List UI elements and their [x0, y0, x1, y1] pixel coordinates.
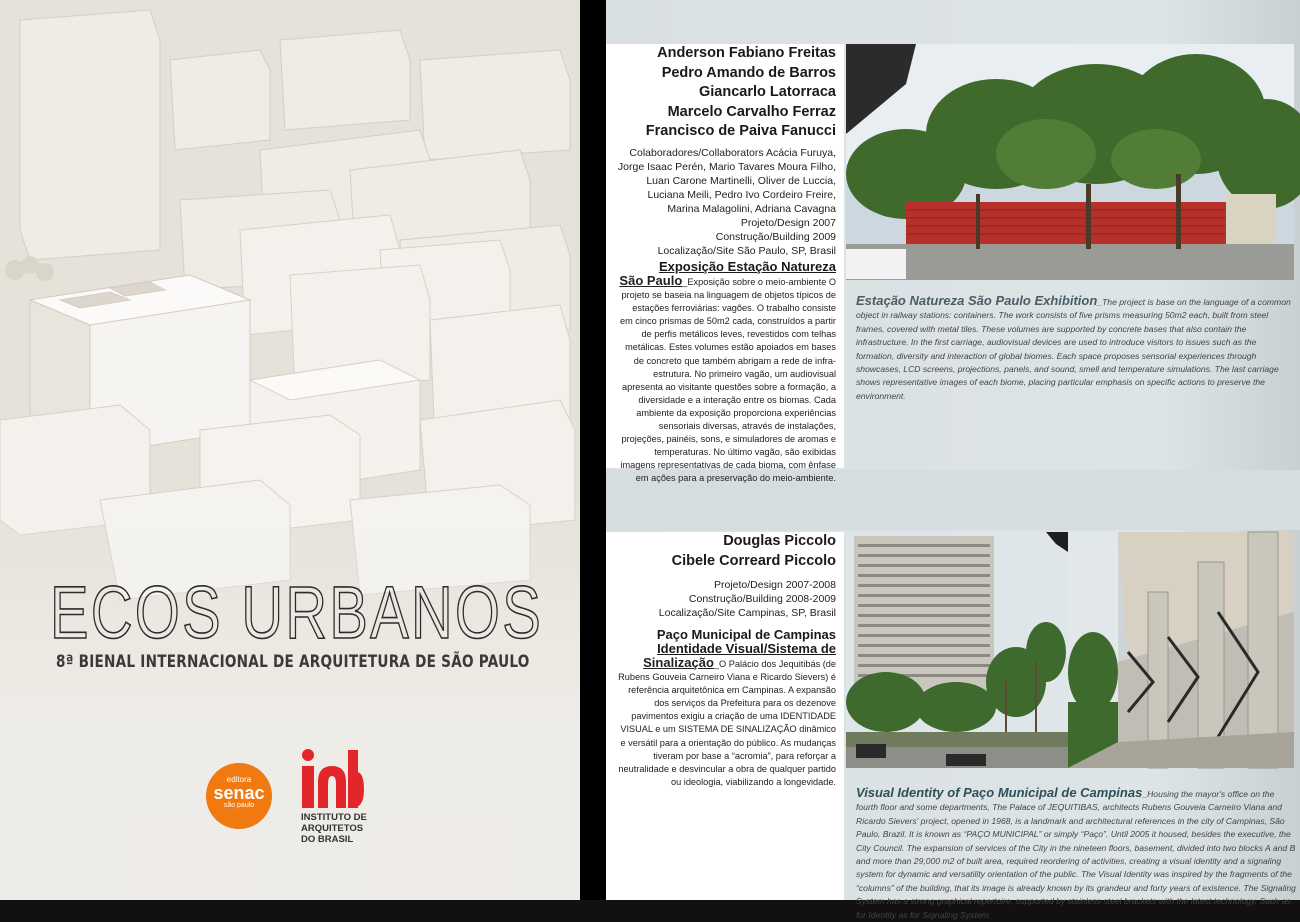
- senac-logo-line3: são paulo: [223, 802, 255, 809]
- project1-en-title: Estação Natureza São Paulo Exhibition: [856, 293, 1098, 308]
- project2-title: [657, 628, 836, 656]
- author: Marcelo Carvalho Ferraz: [667, 103, 836, 120]
- project2-en-title: Visual Identity of Paço Municipal de Campinas: [856, 785, 1143, 800]
- iab-logo-text: [301, 812, 367, 845]
- credit-line: Projeto/Design 2007-2008: [713, 579, 836, 591]
- author: Francisco de Paiva Fanucci: [645, 123, 836, 139]
- credit-line: Luan Carone Martinelli, Oliver de Luccia,: [646, 175, 836, 187]
- cover-title: ECOS URBANOS: [50, 571, 544, 654]
- city-model-photo: [0, 0, 580, 900]
- project2-body-text: _O Palácio dos Jequitibás (de Rubens Gouveia Carneiro Viana e Ricardo Sievers) é referência arquitetônica em Campinas. A expansão dos serviços da Prefeitura para os dezenove pavimentos exigiu a criação de uma IDENTIDADE VISUAL e um SISTEMA DE SINALIZAÇÃO dinâmico e versátil para a orientação do público. As mudanças tiveram por base a “acromia”, para reforçar a neutralidade e desvincular a obra de qualquer partido ou ideologia, viabilizando a longevidade.: [618, 659, 836, 787]
- iab-logo: [300, 748, 364, 810]
- project2-english: [856, 786, 1296, 922]
- project2-title-line2: Identidade Visual/Sistema de: [657, 641, 836, 656]
- photo-estacao-natureza: [846, 44, 1294, 280]
- senac-logo: [206, 763, 272, 829]
- project1-credits: [618, 146, 836, 258]
- project1-authors: [646, 44, 836, 142]
- project1-body-pt: [618, 274, 836, 486]
- project2-body-pt: [618, 656, 836, 789]
- project1-title: [659, 260, 836, 274]
- photo-paco-building: [846, 532, 1068, 768]
- project1-title-line2: São Paulo: [619, 273, 683, 288]
- author: Cibele Correard Piccolo: [671, 552, 836, 569]
- senac-logo-line1: editora: [226, 775, 252, 784]
- project2-title-line1: Paço Municipal de Campinas: [656, 627, 836, 642]
- inner-page: [606, 0, 1300, 920]
- credit-line: Construção/Building 2009: [715, 231, 836, 243]
- author: Anderson Fabiano Freitas: [657, 45, 836, 61]
- senac-logo-line2: senac: [213, 783, 265, 803]
- author: Giancarlo Latorraca: [699, 84, 836, 100]
- project2-credits: [659, 578, 836, 620]
- credit-line: Construção/Building 2008-2009: [688, 593, 836, 605]
- author: Douglas Piccolo: [723, 533, 836, 549]
- credit-line: Projeto/Design 2007: [740, 217, 836, 229]
- project1-english: [856, 294, 1296, 403]
- credit-line: Marina Malagolini, Adriana Cavagna: [667, 203, 836, 215]
- credit-line: Localização/Site Campinas, SP, Brasil: [658, 607, 836, 619]
- credit-line: Jorge Isaac Perén, Mario Tavares Moura Filho,: [617, 161, 836, 173]
- iab-line2: ARQUITETOS: [301, 823, 364, 834]
- project2-title-line3: Sinalização: [643, 655, 714, 670]
- photo-paco-signage: [1068, 532, 1294, 768]
- project1-body-text: _Exposição sobre o meio-ambiente O projeto se baseia na linguagem de objetos típicos de estações ferroviárias: vagões. O trabalho consiste em cinco prismas de 50m2 cada, construídos a partir de perfis metálicos leves, revestidos com telhas metálicas. Estes volumes estão apoiados em bases de concreto que também abrigam a rede de infra-estrutura. No primeiro vagão, um audiovisual apresenta ao visitante questões sobre a formação, a diversidade e a interação entre os biomas. Cada ambiente da exposição proporciona experiências sensoriais diversas, através de instalações, projeções, painéis, sons, e simuladores de aromas e temperaturas. No último vagão, são exibidas imagens representativas de cada bioma, com ênfase em ações para a preservação do meio-ambiente.: [619, 277, 836, 484]
- book-cover: [0, 0, 580, 900]
- project2-en-body: _Housing the mayor's office on the fourth floor and some departments, The Palace of JEQUITIBAS, architects Rubens Gouveia Carneiro Viana and Ricardo Sievers' project, opened in 1968, is a landmark and architectural references in the city of Campinas, São Paulo, Brazil. It is known as “PAÇO MUNICIPAL” or simply “Paço”. Until 2005 it housed, besides the executive, the City Council. The expansion of services of the City in the nineteen floors, basement, divided into two blocks A and B and more than 29,000 m2 of built area, required reordering of activities, creating a visual identity and a signaling system for dynamic and versatility orientation of the public. The Visual Identity was inspired by the fragments of the “columns” of the building, that its image is already known by its grandeur and forty years of existence. The Signaling System has a strong graphical repertoire, supported by stainless steel brackets with the latest technology. Such as for Identity as for Signaling System: [856, 789, 1296, 920]
- page-gutter: [580, 0, 606, 900]
- iab-line3: DO BRASIL: [301, 834, 354, 845]
- project2-authors: [672, 532, 836, 571]
- credit-line: Localização/Site São Paulo, SP, Brasil: [657, 245, 836, 257]
- cover-subtitle: 8ª BIENAL INTERNACIONAL DE ARQUITETURA DE SÃO PAULO: [56, 652, 530, 672]
- project1-title-line1: Exposição Estação Natureza: [658, 259, 836, 274]
- credit-line: Luciana Meili, Pedro Ivo Cordeiro Freire,: [647, 189, 836, 201]
- author: Pedro Amando de Barros: [661, 64, 836, 81]
- credit-line: Colaboradores/Collaborators Acácia Furuya,: [629, 147, 836, 159]
- project1-en-body: _The project is base on the language of a common object in railway stations: containers. The work consists of five prisms measuring 50m2 each, built from steel frames, covered with metal tiles. These volumes are supported by concrete bases that also contain the infrastructure. In the first carriage, audiovisual devices are used to introduce visitors to issues such as the formation, diversity and interaction of global biomes. Each space proposes sensorial experiences through showcases, LCD screens, projections, panels, and sound, smell and temperature simulations. The last carriage shows representative images of each biome, placing particular emphasis on specific actions to preserve the environment.: [856, 297, 1291, 401]
- iab-line1: INSTITUTO DE: [301, 812, 367, 823]
